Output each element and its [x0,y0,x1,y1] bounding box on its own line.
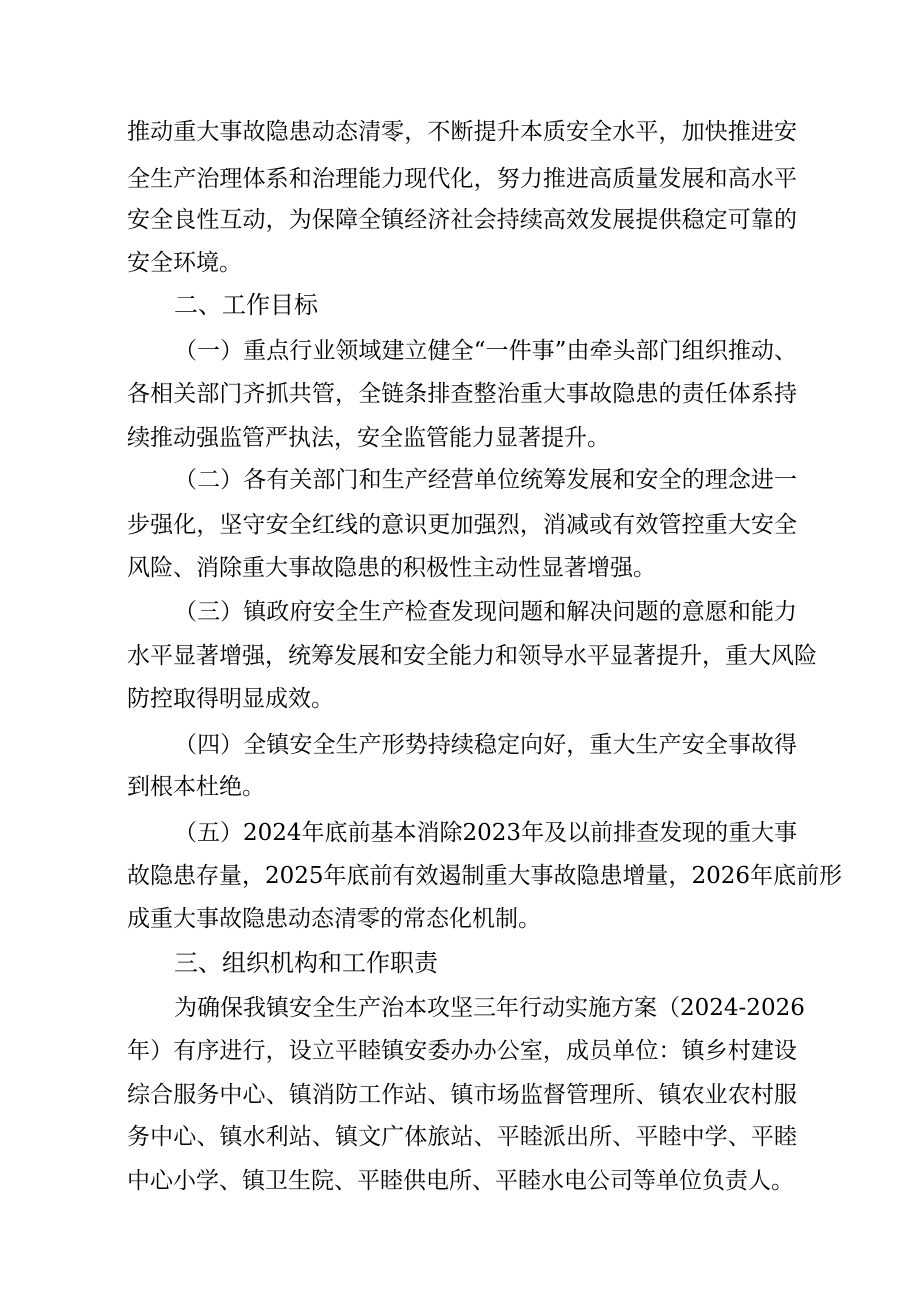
org-line-4: 务中心、镇水利站、镇文广体旅站、平睦派出所、平睦中学、平睦 [127,1124,797,1150]
intro-line-1: 推动重大事故隐患动态清零，不断提升本质安全水平，加快推进安 [127,119,797,145]
goal-1-line-2: 各相关部门齐抓共管，全链条排查整治重大事故隐患的责任体系持 [127,381,797,407]
goal-2-line-2: 步强化，坚守安全红线的意识更加强烈，消减或有效管控重大安全 [127,512,797,538]
goal-2-line-1: （二）各有关部门和生产经营单位统筹发展和安全的理念进一 [174,467,797,493]
section-heading-organization: 三、组织机构和工作职责 [174,949,438,977]
goal-1-line-3: 续推动强监管严执法，安全监管能力显著提升。 [127,425,610,451]
goal-3-line-3: 防控取得明显成效。 [127,686,334,712]
section-heading-goals: 二、工作目标 [174,291,318,319]
org-line-5: 中心小学、镇卫生院、平睦供电所、平睦水电公司等单位负责人。 [127,1168,794,1194]
goal-4-line-1: （四）全镇安全生产形势持续稳定向好，重大生产安全事故得 [174,732,797,758]
goal-5-line-2: 故隐患存量，2025年底前有效遏制重大事故隐患增量，2026年底前形 [127,863,843,889]
goal-3-line-1: （三）镇政府安全生产检查发现问题和解决问题的意愿和能力 [174,599,797,625]
goal-2-line-3: 风险、消除重大事故隐患的积极性主动性显著增强。 [127,555,656,581]
goal-5-line-1: （五）2024年底前基本消除2023年及以前排查发现的重大事 [174,820,798,846]
org-line-3: 综合服务中心、镇消防工作站、镇市场监督管理所、镇农业农村服 [127,1082,797,1108]
goal-4-line-2: 到根本杜绝。 [127,774,265,800]
org-line-2: 年）有序进行，设立平睦镇安委办办公室，成员单位：镇乡村建设 [127,1038,797,1064]
intro-line-4: 安全环境。 [127,250,242,276]
intro-line-2: 全生产治理体系和治理能力现代化，努力推进高质量发展和高水平 [127,166,797,192]
goal-5-line-3: 成重大事故隐患动态清零的常态化机制。 [127,906,541,932]
goal-1-line-1: （一）重点行业领域建立健全“一件事”由牵头部门组织推动、 [174,338,797,364]
intro-line-3: 安全良性互动，为保障全镇经济社会持续高效发展提供稳定可靠的 [127,207,797,233]
org-line-1: 为确保我镇安全生产治本攻坚三年行动实施方案（2024-2026 [174,995,805,1021]
goal-3-line-2: 水平显著增强，统筹发展和安全能力和领导水平显著提升，重大风险 [127,643,817,669]
